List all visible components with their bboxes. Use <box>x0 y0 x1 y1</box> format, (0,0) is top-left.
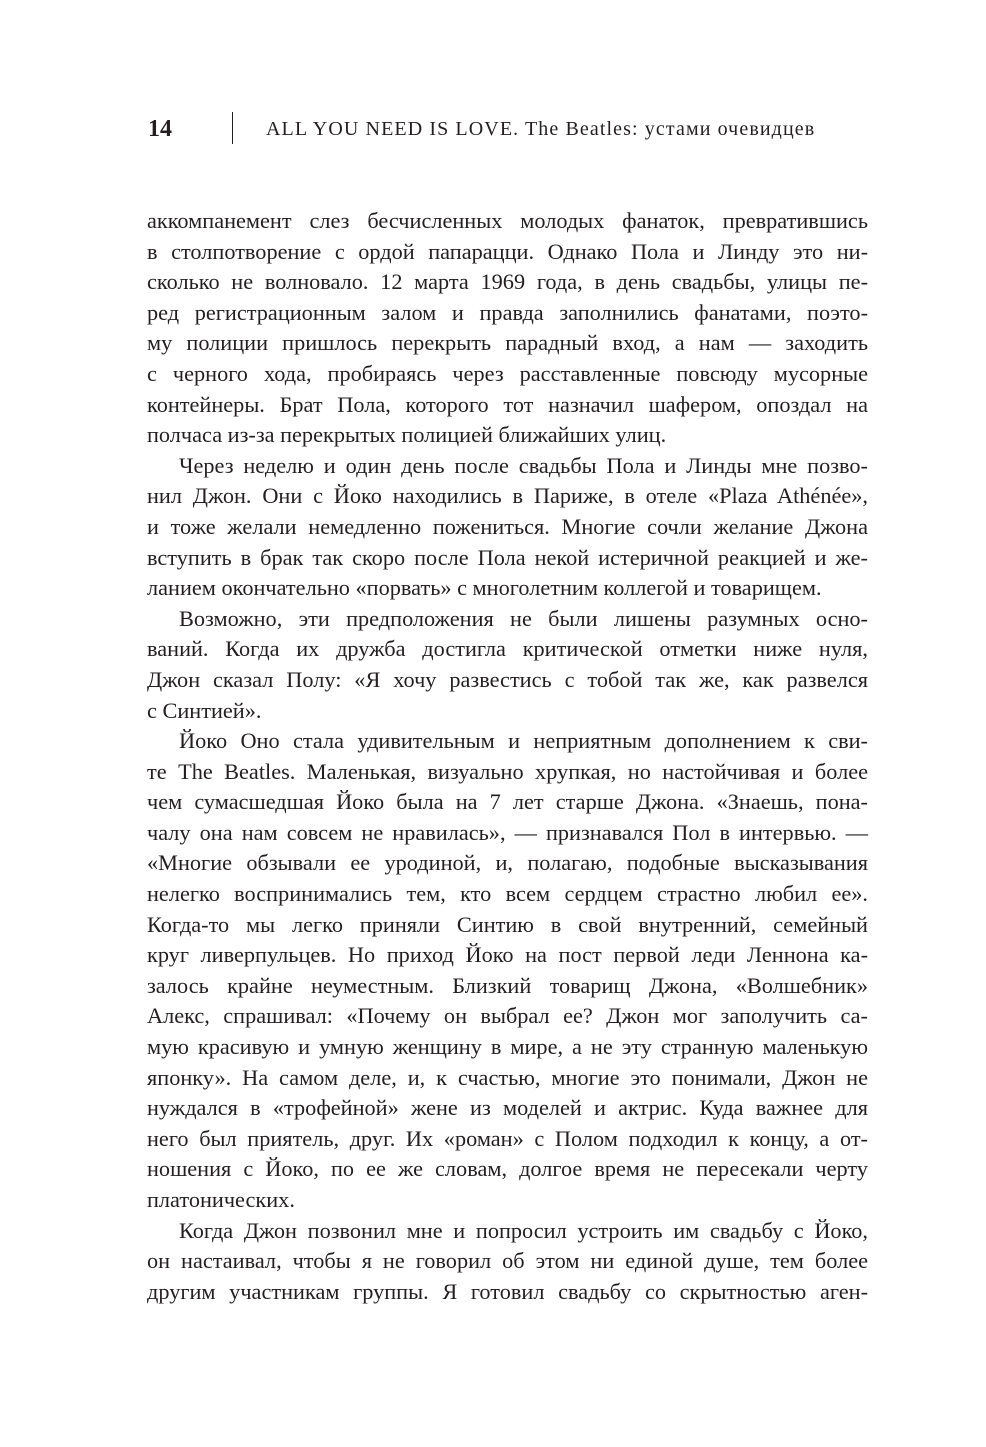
text-line: вступить в брак так скоро после Пола некой истеричной реакцией и же- <box>147 544 868 570</box>
running-title: ALL YOU NEED IS LOVE. The Beatles: устами очевидцев <box>266 118 816 140</box>
text-line: полчаса из-за перекрытых полицией ближайших улиц. <box>147 422 667 448</box>
text-line: контейнеры. Брат Пола, которого тот назначил шафером, опоздал на <box>147 391 868 417</box>
text-line: ваний. Когда их дружба достигла критической отметки ниже нуля, <box>147 636 868 662</box>
text-line: нуждался в «трофейной» жене из моделей и актрис. Куда важнее для <box>147 1095 868 1121</box>
text-line: Когда-то мы легко приняли Синтию в свой внутренний, семейный <box>147 911 868 937</box>
text-line: с Синтией». <box>147 697 262 723</box>
text-line: нелегко воспринимались тем, кто всем сердцем страстно любил ее». <box>147 881 868 907</box>
page-number: 14 <box>148 116 172 142</box>
text-line: аккомпанемент слез бесчисленных молодых фанаток, превратившись <box>147 208 868 233</box>
text-line: другим участникам группы. Я готовил свадьбу со скрытностью аген- <box>147 1278 868 1304</box>
paragraph <box>147 726 868 1216</box>
text-line: круг ливерпульцев. Но приход Йоко на пост первой леди Леннона ка- <box>147 942 868 968</box>
text-line: мую красивую и умную женщину в мире, а не эту странную маленькую <box>147 1034 868 1060</box>
text-line: Возможно, эти предположения не были лишены разумных осно- <box>179 605 868 631</box>
text-line: чем сумасшедшая Йоко была на 7 лет старше Джона. «Знаешь, пона- <box>147 789 868 815</box>
text-line: он настаивал, чтобы я не говорил об этом ни единой душе, тем более <box>147 1248 868 1274</box>
paragraph <box>147 451 868 604</box>
text-line: нил Джон. Они с Йоко находились в Париже, в отеле «Plaza Athénée», <box>147 483 868 509</box>
paragraph <box>147 1216 868 1308</box>
running-header <box>148 112 868 148</box>
text-line: Йоко Оно стала удивительным и неприятным дополнением к сви- <box>179 728 868 754</box>
paragraph <box>147 604 868 726</box>
paragraph <box>147 206 868 451</box>
text-line: и тоже желали немедленно пожениться. Многие сочли желание Джона <box>147 513 868 539</box>
text-line: в столпотворение с ордой папарацци. Однако Пола и Линду это ни- <box>147 238 868 264</box>
text-line: ланием окончательно «порвать» с многолетним коллегой и товарищем. <box>147 575 822 601</box>
text-line: Алекс, спрашивал: «Почему он выбрал ее? Джон мог заполучить са- <box>147 1003 868 1029</box>
text-line: ношения с Йоко, по ее же словам, долгое время не пересекали черту <box>147 1156 868 1182</box>
text-line: с черного хода, пробираясь через расставленные повсюду мусорные <box>147 360 868 386</box>
text-line: залось крайне неуместным. Близкий товарищ Джона, «Волшебник» <box>147 972 868 998</box>
text-line: платонических. <box>147 1187 295 1212</box>
text-line: «Многие обзывали ее уродиной, и, полагаю, подобные высказывания <box>147 850 868 876</box>
body-text <box>147 206 868 1307</box>
text-line: чалу она нам совсем не нравилась», — признавался Пол в интервью. — <box>147 819 868 845</box>
text-line: него был приятель, друг. Их «роман» с Полом подходил к концу, а от- <box>147 1125 868 1151</box>
text-line: ред регистрационным залом и правда заполнились фанатами, поэто- <box>147 299 868 325</box>
text-line: Когда Джон позвонил мне и попросил устроить им свадьбу с Йоко, <box>179 1217 868 1243</box>
text-line: Джон сказал Полу: «Я хочу развестись с тобой так же, как развелся <box>147 666 868 692</box>
text-line: японку». На самом деле, и, к счастью, многие это понимали, Джон не <box>147 1064 868 1090</box>
header-divider <box>232 112 233 144</box>
text-line: те The Beatles. Маленькая, визуально хрупкая, но настойчивая и более <box>147 758 868 784</box>
text-line: Через неделю и один день после свадьбы Пола и Линды мне позво- <box>179 452 868 478</box>
text-line: му полиции пришлось перекрыть парадный вход, а нам — заходить <box>147 330 868 356</box>
text-line: сколько не волновало. 12 марта 1969 года, в день свадьбы, улицы пе- <box>147 269 868 295</box>
